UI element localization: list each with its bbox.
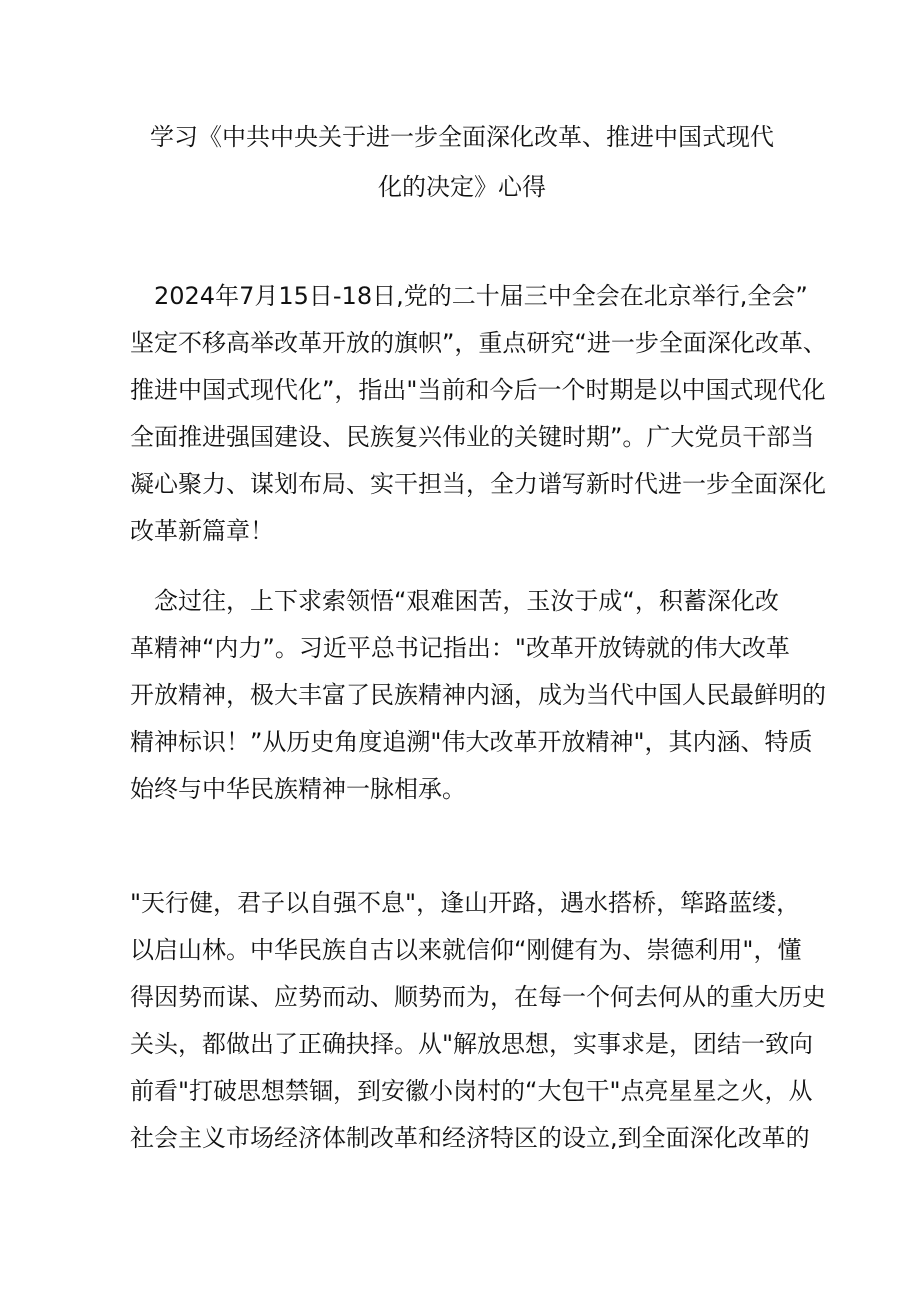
text-line: 凝心聚力、谋划布局、实干担当，全力谱写新时代进一步全面深化 xyxy=(130,470,826,498)
text-line: 始终与中华民族精神一脉相承。 xyxy=(130,775,466,803)
document-title xyxy=(130,112,794,212)
text-line: 坚定不移高举改革开放的旗帜”，重点研究“进一步全面深化改革、 xyxy=(130,329,827,357)
text-line: 前看"打破思想禁锢，到安徽小岗村的“大包干"点亮星星之火，从 xyxy=(130,1077,813,1105)
text-line: 以启山林。中华民族自古以来就信仰“刚健有为、崇德利用"，懂 xyxy=(130,936,802,964)
text-line: 得因势而谋、应势而动、顺势而为，在每一个何去何从的重大历史 xyxy=(130,983,826,1011)
text-line: 全面推进强国建设、民族复兴伟业的关键时期”。广大党员干部当 xyxy=(130,423,815,451)
text-line: 开放精神，极大丰富了民族精神内涵，成为当代中国人民最鲜明的 xyxy=(130,681,826,709)
text-line: 念过往，上下求索领悟“艰难困苦，玉汝于成“，积蓄深化改 xyxy=(130,587,779,615)
text-line: 精神标识！”从历史角度追溯"伟大改革开放精神"，其内涵、特质 xyxy=(130,728,813,756)
title-line: 化的决定》心得 xyxy=(378,173,546,201)
paragraph-1 xyxy=(130,273,827,555)
paragraph-2 xyxy=(130,578,826,813)
text-line: 社会主义市场经济体制改革和经济特区的设立,到全面深化改革的 xyxy=(130,1124,810,1152)
text-line: "天行健，君子以自强不息"，逢山开路，遇水搭桥，筚路蓝缕， xyxy=(130,889,801,917)
text-line: 革精神“内力”。习近平总书记指出："改革开放铸就的伟大改革 xyxy=(130,634,790,662)
paragraph-3 xyxy=(130,880,826,1162)
text-line: 改革新篇章！ xyxy=(130,517,274,545)
text-line: 2024年7月15日-18日,党的二十届三中全会在北京举行,全会” xyxy=(130,282,808,310)
title-line: 学习《中共中央关于进一步全面深化改革、推进中国式现代 xyxy=(150,123,774,151)
text-line: 推进中国式现代化”，指出"当前和今后一个时期是以中国式现代化 xyxy=(130,376,826,404)
text-line: 关头，都做出了正确抉择。从"解放思想，实事求是，团结一致向 xyxy=(130,1030,814,1058)
